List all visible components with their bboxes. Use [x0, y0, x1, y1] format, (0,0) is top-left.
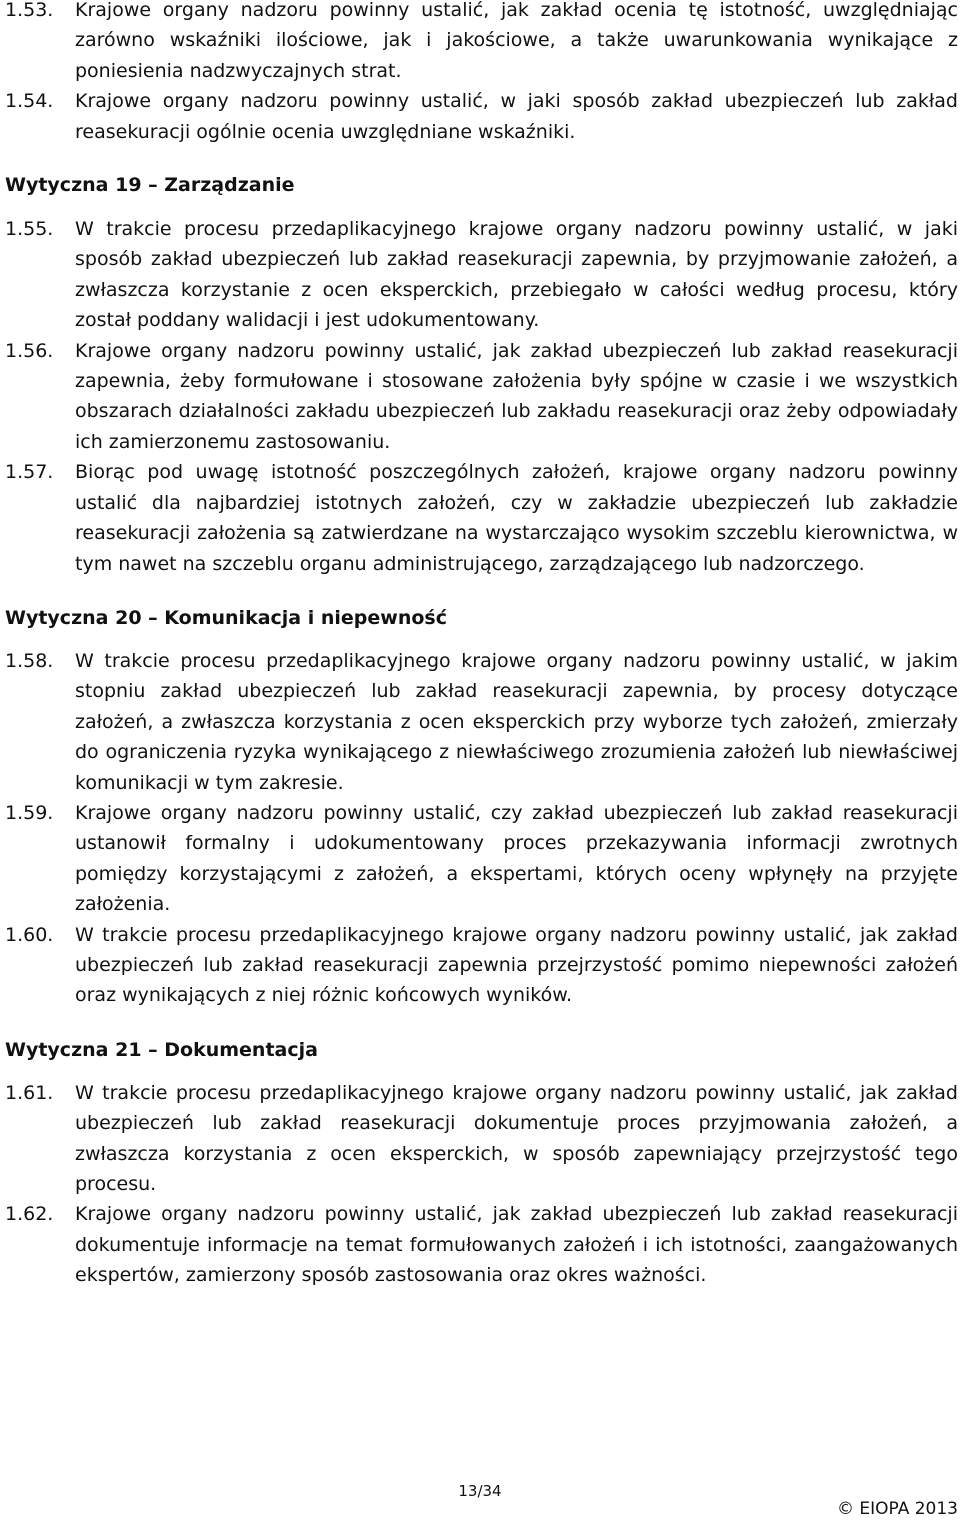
paragraph-number: 1.56. — [5, 339, 54, 362]
paragraph-number: 1.59. — [5, 801, 54, 824]
section-heading-guideline-19: Wytyczna 19 – Zarządzanie — [5, 174, 295, 197]
section-heading-guideline-20: Wytyczna 20 – Komunikacja i niepewność — [5, 606, 447, 629]
document-body — [5, 0, 958, 1291]
paragraph-number: 1.62. — [5, 1203, 54, 1226]
paragraph-1-60 — [5, 920, 958, 1011]
page-number: 13/34 — [458, 1482, 502, 1500]
paragraph-1-56 — [5, 336, 958, 458]
paragraph-number: 1.61. — [5, 1081, 54, 1104]
paragraph-text: Krajowe organy nadzoru powinny ustalić, jak zakład ocenia tę istotność, uwzględniając zarówno wskaźniki ilościowe, jak i jakościowe, a także uwarunkowania wynikające z poniesienia nadzwyczajnych strat. — [75, 0, 958, 82]
paragraph-number: 1.54. — [5, 90, 54, 113]
paragraph-text: W trakcie procesu przedaplikacyjnego krajowe organy nadzoru powinny ustalić, w jaki sposób zakład ubezpieczeń lub zakład reasekuracji zapewnia, by przyjmowanie założeń, a zwłaszcza korzystanie z ocen eksperckich, przebiegało w całości według procesu, który został poddany walidacji i jest udokumentowany. — [75, 218, 958, 332]
paragraph-number: 1.57. — [5, 461, 54, 484]
paragraph-1-54 — [5, 86, 958, 147]
paragraph-text: Krajowe organy nadzoru powinny ustalić, w jaki sposób zakład ubezpieczeń lub zakład reasekuracji ogólnie ocenia uwzględniane wskaźniki. — [75, 90, 958, 143]
section-heading-guideline-21: Wytyczna 21 – Dokumentacja — [5, 1038, 318, 1061]
paragraph-text: Krajowe organy nadzoru powinny ustalić, czy zakład ubezpieczeń lub zakład reasekuracji ustanowił formalny i udokumentowany proces przekazywania informacji zwrotnych pomiędzy korzystającymi z założeń, a ekspertami, których oceny wpłynęły na przyjęte założenia. — [75, 801, 958, 916]
paragraph-text: Krajowe organy nadzoru powinny ustalić, jak zakład ubezpieczeń lub zakład reasekuracji zapewnia, żeby formułowane i stosowane założenia były spójne w czasie i we wszystkich obszarach działalności zakładu ubezpieczeń lub zakładu reasekuracji oraz żeby odpowiadały ich zamierzonemu zastosowaniu. — [75, 339, 958, 453]
paragraph-number: 1.53. — [5, 0, 54, 21]
paragraph-text: W trakcie procesu przedaplikacyjnego krajowe organy nadzoru powinny ustalić, jak zakład ubezpieczeń lub zakład reasekuracji zapewnia przejrzystość pomimo niepewności założeń oraz wynikających z niej różnic końcowych wyników. — [75, 923, 958, 1007]
paragraph-text: Biorąc pod uwagę istotność poszczególnych założeń, krajowe organy nadzoru powinny ustalić dla najbardziej istotnych założeń, czy w zakładzie ubezpieczeń lub zakładzie reasekuracji założenia są zatwierdzane na wystarczająco wysokim szczeblu kierownictwa, w tym nawet na szczeblu organu administrującego, zarządzającego lub nadzorczego. — [75, 461, 958, 575]
paragraph-text: W trakcie procesu przedaplikacyjnego krajowe organy nadzoru powinny ustalić, w jakim stopniu zakład ubezpieczeń lub zakład reasekuracji zapewnia, by procesy dotyczące założeń, a zwłaszcza korzystania z ocen eksperckich przy wyborze tych założeń, zmierzały do ograniczenia ryzyka wynikającego z niewłaściwego zrozumienia założeń lub niewłaściwej komunikacji w tym zakresie. — [75, 649, 958, 794]
paragraph-number: 1.58. — [5, 649, 54, 672]
paragraph-1-57 — [5, 457, 958, 579]
paragraph-1-62 — [5, 1199, 958, 1290]
paragraph-number: 1.55. — [5, 218, 54, 241]
paragraph-1-58 — [5, 646, 958, 798]
paragraph-1-55 — [5, 214, 958, 336]
paragraph-text: Krajowe organy nadzoru powinny ustalić, jak zakład ubezpieczeń lub zakład reasekuracji dokumentuje informacje na temat formułowanych założeń i ich istotności, zaangażowanych ekspertów, zamierzony sposób zastosowania oraz okres ważności. — [75, 1203, 958, 1287]
paragraph-text: W trakcie procesu przedaplikacyjnego krajowe organy nadzoru powinny ustalić, jak zakład ubezpieczeń lub zakład reasekuracji dokumentuje proces przyjmowania założeń, a zwłaszcza korzystania z ocen eksperckich, w sposób zapewniający przejrzystość tego procesu. — [75, 1081, 958, 1195]
paragraph-number: 1.60. — [5, 923, 54, 946]
copyright-notice: © EIOPA 2013 — [836, 1499, 958, 1519]
paragraph-1-53 — [5, 0, 958, 86]
paragraph-1-61 — [5, 1078, 958, 1200]
paragraph-1-59 — [5, 798, 958, 920]
